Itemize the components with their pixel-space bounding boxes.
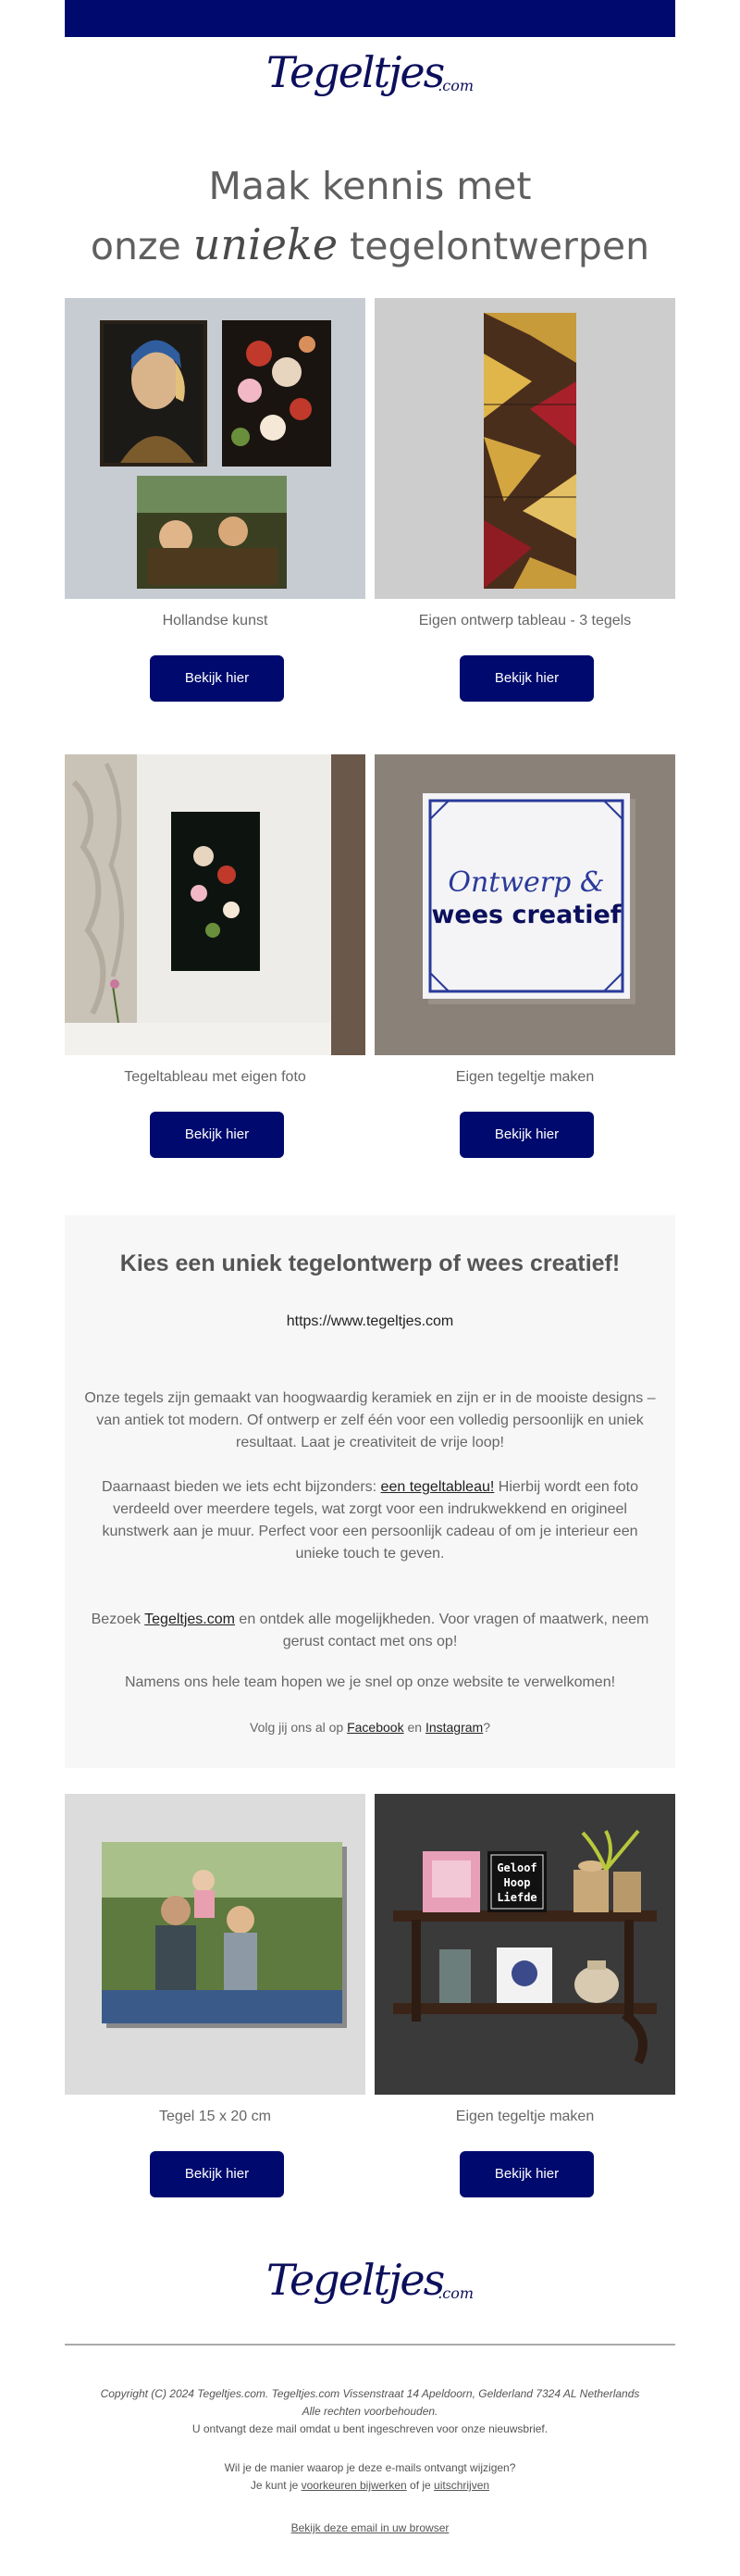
product-card-eigen-tegeltje-shelf (375, 1794, 675, 2182)
product-image-paintings[interactable] (65, 298, 365, 599)
shelf-tile-line-1: Geloof (497, 1861, 537, 1874)
footer-logo-suffix: .com (438, 2284, 475, 2302)
unsubscribe-link[interactable]: uitschrijven (434, 2479, 490, 2492)
info-paragraph-1: Onze tegels zijn gemaakt van hoogwaardig keramiek en zijn er in de mooiste designs – van antiek tot modern. Of ontwerp er zelf één voor een volledig persoonlijk en uniek resultaat. Laat je creativiteit de vrije loop! (84, 1390, 656, 1450)
view-button-eigen-tegeltje-shelf[interactable]: Bekijk hier (460, 2151, 594, 2197)
view-button-tableau[interactable]: Bekijk hier (460, 655, 594, 702)
product-caption: Tegel 15 x 20 cm (159, 2109, 271, 2124)
p3-suffix: en ontdek alle mogelijkheden. Voor vragen of maatwerk, neem gerust contact met ons op! (234, 1612, 649, 1649)
product-caption: Hollandse kunst (162, 613, 268, 628)
footer-logo[interactable] (0, 2255, 740, 2305)
tableau-link[interactable]: een tegeltableau! (380, 1479, 495, 1495)
product-card-eigen-tegeltje (375, 754, 675, 1142)
footer-rights: Alle rechten voorbehouden. (302, 2405, 438, 2418)
info-title: Kies een uniek tegelontwerp of wees creatief! (119, 1251, 621, 1276)
view-button-tegeltableau-foto[interactable]: Bekijk hier (150, 1112, 284, 1158)
product-card-tegel-15x20 (65, 1794, 365, 2182)
info-panel (65, 1215, 675, 1768)
footer-logo-text: Tegeltjes (265, 2255, 444, 2305)
change-mid: of je (406, 2479, 435, 2492)
view-button-hollandse-kunst[interactable]: Bekijk hier (150, 655, 284, 702)
shelf-illustration (375, 1794, 675, 2095)
header-logo[interactable] (0, 47, 740, 97)
headline-line-2 (65, 216, 675, 276)
headline-suffix: tegelontwerpen (350, 224, 650, 268)
tile-art-line-1: Ontwerp & (448, 866, 605, 899)
product-image-shelf[interactable] (375, 1794, 675, 2095)
logo-suffix: .com (438, 77, 475, 94)
tableau-illustration (375, 298, 675, 599)
footer-change-question: Wil je de manier waarop je deze e-mails ontvangt wijzigen? (224, 2461, 516, 2474)
product-card-tegeltableau-foto (65, 754, 365, 1142)
logo-text: Tegeltjes (265, 47, 444, 97)
facebook-link[interactable]: Facebook (347, 1720, 404, 1735)
product-caption: Tegeltableau met eigen foto (124, 1069, 306, 1085)
update-preferences-link[interactable]: voorkeuren bijwerken (301, 2479, 407, 2492)
product-image-tableau[interactable] (375, 298, 675, 599)
product-image-custom-tile[interactable] (375, 754, 675, 1055)
p5-prefix: Volg jij ons al op (250, 1720, 348, 1735)
info-paragraph-5 (83, 1716, 657, 1738)
custom-tile-illustration (375, 754, 675, 1055)
product-card-tableau-3-tegels (375, 298, 675, 686)
product-caption: Eigen tegeltje maken (455, 2109, 595, 2124)
product-image-room[interactable] (65, 754, 365, 1055)
footer-copyright: Copyright (C) 2024 Tegeltjes.com. Tegeltjes.com Vissenstraat 14 Apeldoorn, Gelderland 7324 AL Netherlands (100, 2387, 640, 2400)
tile-art-line-2: wees creatief (431, 901, 622, 929)
view-in-browser-link[interactable]: Bekijk deze email in uw browser (290, 2521, 450, 2534)
view-button-tegel-15x20[interactable]: Bekijk hier (150, 2151, 284, 2197)
view-button-eigen-tegeltje[interactable]: Bekijk hier (460, 1112, 594, 1158)
product-caption: Eigen ontwerp tableau - 3 tegels (418, 613, 632, 628)
page-headline (65, 157, 675, 276)
footer-change-links (65, 2477, 675, 2495)
footer-divider (65, 2344, 675, 2346)
headline-line-1: Maak kennis met (208, 164, 532, 208)
info-url[interactable]: https://www.tegeltjes.com (286, 1313, 454, 1329)
shelf-tile-line-3: Liefde (497, 1891, 537, 1904)
product-image-family-photo[interactable] (65, 1794, 365, 2095)
info-paragraph-4: Namens ons hele team hopen we je snel op onze website te verwelkomen! (124, 1674, 616, 1690)
footer-browser (65, 2520, 675, 2537)
p3-prefix: Bezoek (91, 1612, 145, 1627)
footer-reason: U ontvangt deze mail omdat u bent ingeschreven voor onze nieuwsbrief. (191, 2422, 549, 2435)
paintings-illustration (65, 298, 365, 599)
change-prefix: Je kunt je (250, 2479, 302, 2492)
product-caption: Eigen tegeltje maken (455, 1069, 595, 1085)
headline-emphasis: unieke (192, 219, 339, 269)
instagram-link[interactable]: Instagram (425, 1720, 484, 1735)
product-card-hollandse-kunst (65, 298, 365, 686)
room-illustration (65, 754, 365, 1055)
p5-mid: en (403, 1720, 426, 1735)
info-paragraph-2 (83, 1476, 657, 1565)
family-photo-illustration (65, 1794, 365, 2095)
footer-preferences (65, 2459, 675, 2495)
p2-prefix: Daarnaast bieden we iets echt bijzonders: (102, 1479, 381, 1495)
top-color-bar (65, 0, 675, 37)
info-paragraph-3 (83, 1609, 657, 1653)
website-link[interactable]: Tegeltjes.com (144, 1612, 235, 1627)
footer-legal (65, 2385, 675, 2438)
p2-suffix: Hierbij wordt een foto verdeeld over meerdere tegels, wat zorgt voor een indrukwekkend en origineel kunstwerk aan je muur. Perfect voor een persoonlijk cadeau of om je interieur een unieke touch te geven. (102, 1479, 638, 1562)
shelf-tile-line-2: Hoop (503, 1876, 531, 1889)
p5-suffix: ? (483, 1720, 490, 1735)
headline-prefix: onze (90, 224, 181, 268)
